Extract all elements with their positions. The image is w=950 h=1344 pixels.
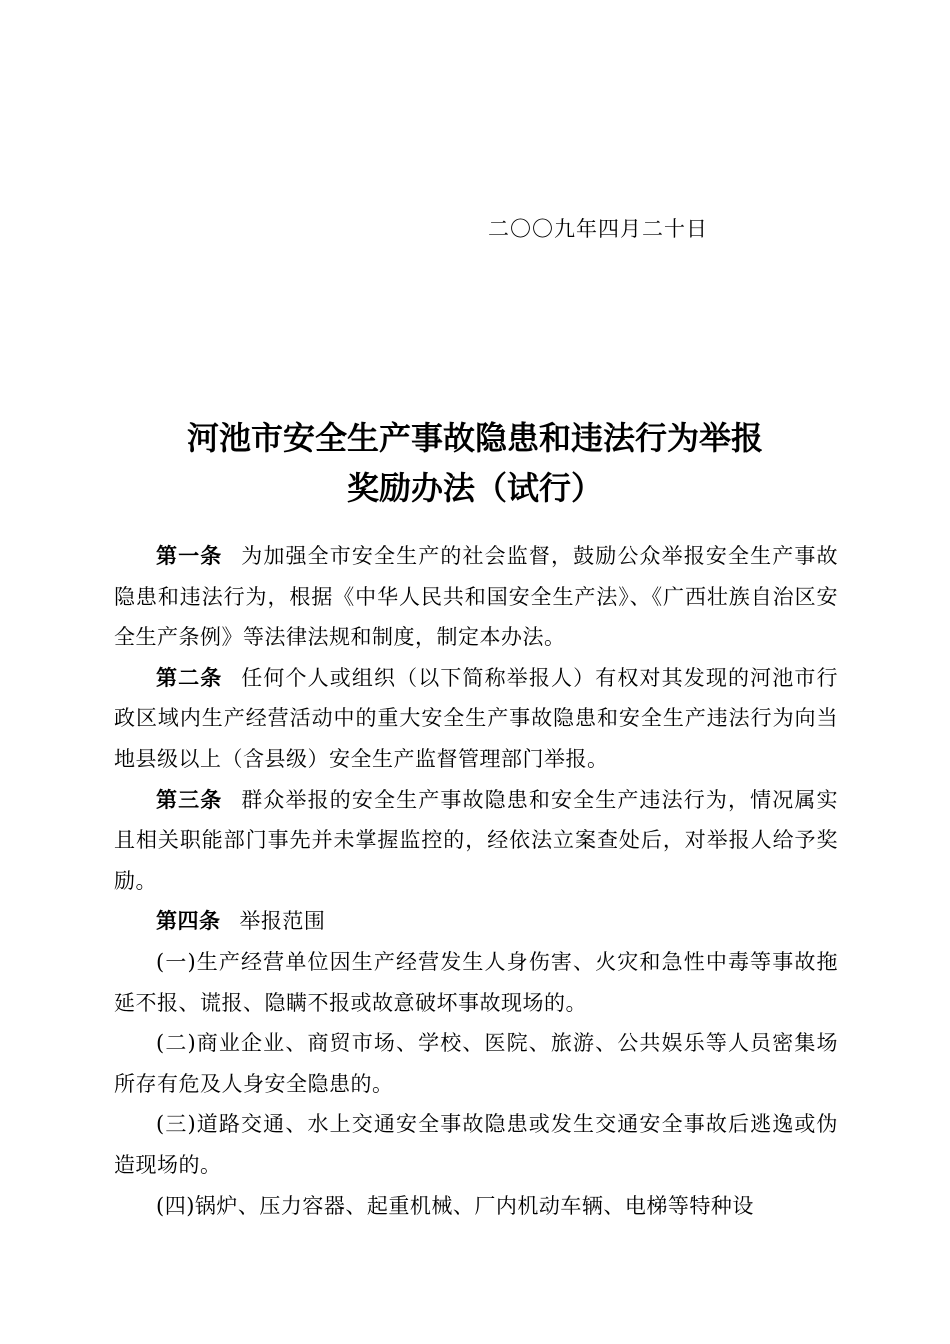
list-item: (四)锅炉、压力容器、起重机械、厂内机动车辆、电梯等特种设 [156, 1193, 754, 1218]
article-text: 任何个人或组织（以下简称举报人）有权对其发现的河池市行政区域内生产经营活动中的重大安全生产事故隐患和安全生产违法行为向当地县级以上（含县级）安全生产监督管理部门举报。 [114, 665, 838, 771]
article-label: 第二条 [156, 665, 223, 690]
article-3 [114, 780, 838, 902]
document-date: 二〇〇九年四月二十日 [488, 217, 708, 241]
list-item: (二)商业企业、商贸市场、学校、医院、旅游、公共娱乐等人员密集场所存有危及人身安全隐患的。 [114, 1031, 838, 1096]
article-4 [114, 901, 838, 942]
list-item: (一)生产经营单位因生产经营发生人身伤害、火灾和急性中毒等事故拖延不报、谎报、隐瞒不报或故意破坏事故现场的。 [114, 949, 838, 1015]
article-text: 群众举报的安全生产事故隐患和安全生产违法行为，情况属实且相关职能部门事先并未掌握监控的，经依法立案查处后，对举报人给予奖励。 [114, 787, 838, 893]
list-item: (三)道路交通、水上交通安全事故隐患或发生交通安全事故后逃逸或伪造现场的。 [114, 1112, 838, 1177]
article-2 [114, 658, 838, 780]
article-1 [114, 536, 838, 658]
document-body [114, 536, 838, 1226]
document-title-line-1: 河池市安全生产事故隐患和违法行为举报 [186, 419, 763, 457]
article-text: 为加强全市安全生产的社会监督，鼓励公众举报安全生产事故隐患和违法行为，根据《中华人民共和国安全生产法》、《广西壮族自治区安全生产条例》等法律法规和制度，制定本办法。 [114, 544, 838, 650]
document-title-line-2: 奖励办法（试行） [346, 469, 603, 507]
article-text: 举报范围 [239, 909, 326, 934]
article-label: 第四条 [156, 909, 221, 934]
article-label: 第三条 [156, 787, 223, 812]
article-label: 第一条 [156, 544, 223, 568]
